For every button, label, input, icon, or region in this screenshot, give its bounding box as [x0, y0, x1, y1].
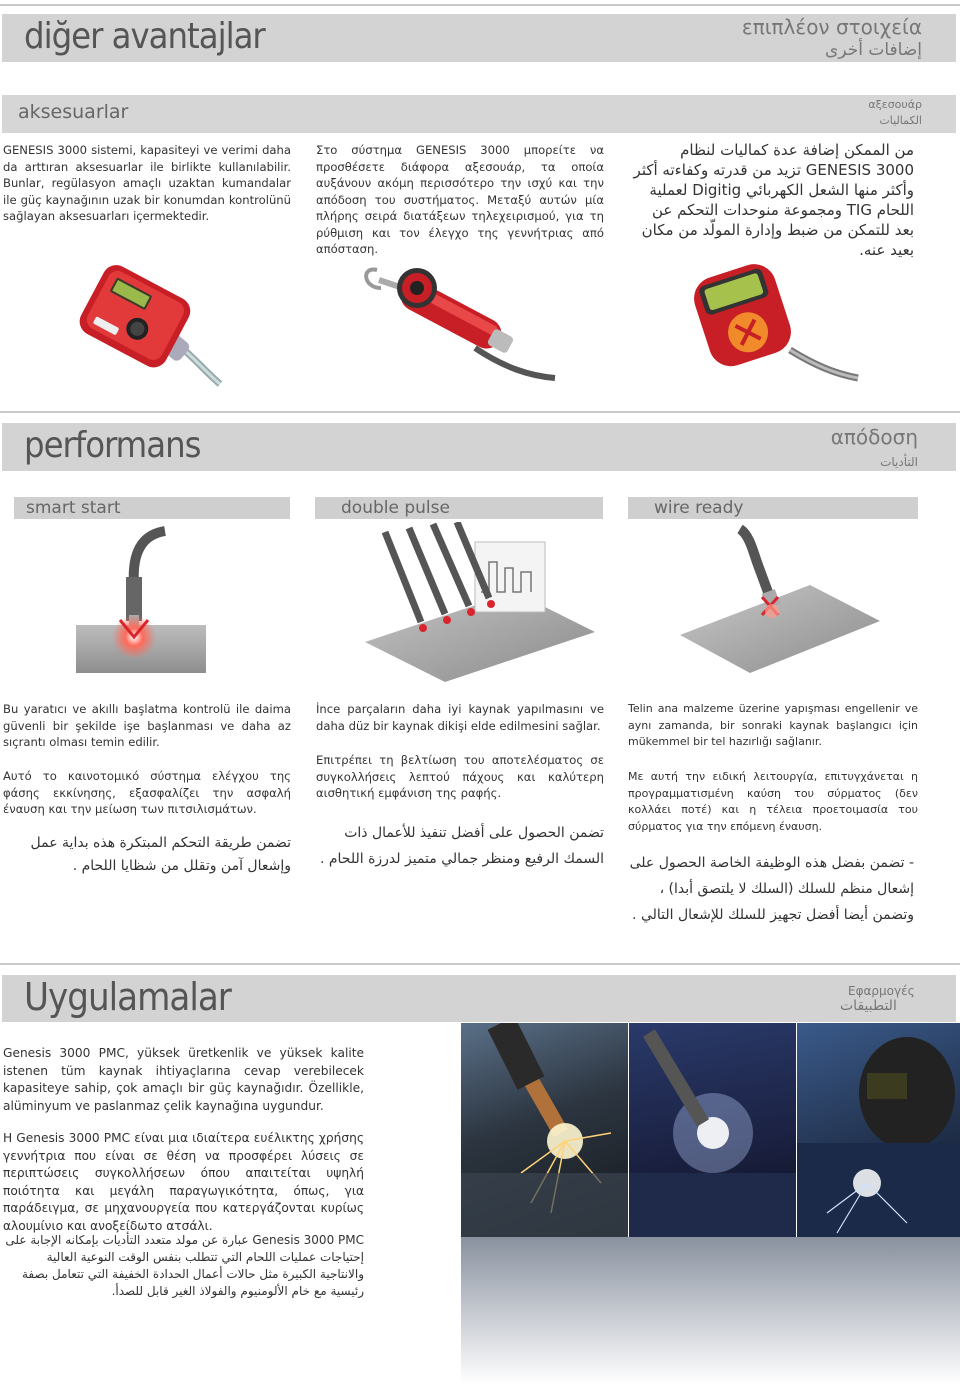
- accessories-text-tr: GENESIS 3000 sistemi, kapasiteyi ve verimi daha da arttıran aksesuarlar ile birlikte kullanılabilir. Bunlar, regülasyon amaçlı uzaktan kumandalar ile güç kaynağının uzak bir konumdan kontrolünü sağlayan aksesuarları içermektedir.: [3, 143, 291, 223]
- double-pulse-text-el: Επιτρέπει τη βελτίωση του αποτελέσματος σε συγκολλήσεις λεπτού πάχους και καλύτερη αισθητική εμφάνιση της ραφής.: [316, 753, 604, 800]
- welding-photo-1: [461, 1023, 628, 1237]
- smart-start-text-ar: تضمن طريقة التحكم المبتكرة هذه بداية عمل وإشعال آمن وتقلل من شظايا اللحام .: [30, 835, 291, 874]
- applications-arabic-title: التطبيقات: [840, 998, 897, 1014]
- pendant-remote-image: [686, 258, 866, 388]
- header-greek-title: επιπλέον στοιχεία: [741, 15, 922, 39]
- smart-start-text-tr: Bu yaratıcı ve akıllı başlatma kontrolü ile daima güvenli bir şekilde işe başlanması ve daha az sıçrantı olması temin edilir.: [3, 702, 291, 749]
- header-band: [2, 14, 956, 62]
- smart-start-illustration: [60, 525, 210, 675]
- feature-band-wire-ready: [628, 497, 918, 519]
- applications-text-ar: Genesis 3000 PMC عبارة عن مولد متعدد التأديات بإمكانه الإجابة على إحتياجات عمليات اللحام التي تتطلب بنفس الوقت النوعية العالية والانتاجية الكبيرة مثل حالات أعمال الحدادة الخفيفة التي تتعامل بصفة رئيسية مع خام الألومنيوم والفولاذ الغير قابل للصدأ.: [5, 1233, 364, 1298]
- tig-torch-image: [355, 258, 565, 388]
- performance-arabic-title: التأديات: [880, 455, 918, 469]
- top-rule: [0, 4, 960, 6]
- accessories-text-ar: من الممكن إضافة عدة كماليات لنظام GENESIS 3000 تزيد من قدرته وكفاءته أكثر وأكثر منها الشعل الكهربائي Digitig لعملية اللحام TIG ومجموعة منوحدات التحكم عن بعد للتمكن من ضبط وإدارة المولّد من مكان بعيد عنه.: [633, 141, 914, 259]
- applications-greek-title: Εφαρμογές: [848, 984, 915, 998]
- applications-band: [2, 975, 956, 1022]
- performance-title: performans: [24, 425, 201, 466]
- feature-label-double-pulse: double pulse: [341, 498, 450, 518]
- performance-rule: [0, 411, 960, 413]
- accessories-title: aksesuarlar: [18, 101, 129, 123]
- feature-band-smart-start: [14, 497, 290, 519]
- wire-ready-text-ar: - تضمن بفضل هذه الوظيفة الخاصة الحصول على إشعال منظم للسلك (السلك لا يلتصق أبدا) ، وتضمن أيضا أفضل تجهيز للسلك للإشعال التالي .: [629, 855, 914, 923]
- double-pulse-text-ar: تضمن الحصول على أفضل تنفيذ للأعمال ذات السمك الرفيع ومنظر جمالي متميز لدرزة اللحام .: [319, 825, 604, 867]
- welding-photo-3: [797, 1023, 960, 1237]
- welding-photo-2: [629, 1023, 796, 1237]
- header-arabic-title: إضافات أخرى: [825, 40, 922, 60]
- accessories-band: [2, 95, 956, 133]
- applications-text-tr: Genesis 3000 PMC, yüksek üretkenlik ve yüksek kalite istenen tüm kaynak ihtiyaçlarına cevap verebilecek kapasiteye sahip, çok amaçlı bir güç kaynağıdır. Özellikle, alüminyum ve paslanmaz çelik kaynağına uygundur.: [3, 1046, 364, 1113]
- remote-control-image: [70, 262, 230, 392]
- double-pulse-illustration: [365, 522, 595, 682]
- applications-title: Uygulamalar: [24, 975, 231, 1019]
- feature-label-wire-ready: wire ready: [654, 498, 744, 518]
- feature-band-double-pulse: [315, 497, 603, 519]
- wire-ready-text-tr: Telin ana malzeme üzerine yapışması engellenir ve aynı zamanda, bir sonraki kaynak başlangıcı için mükemmel bir tel hazırlığı sağlanır.: [628, 702, 918, 748]
- wire-ready-illustration: [680, 525, 880, 675]
- accessories-arabic-title: الكماليات: [879, 114, 922, 127]
- performance-greek-title: απόδοση: [830, 425, 918, 449]
- applications-rule: [0, 963, 960, 965]
- page-title: diğer avantajlar: [24, 16, 265, 57]
- feature-label-smart-start: smart start: [26, 498, 121, 518]
- wire-ready-text-el: Με αυτή την ειδική λειτουργία, επιτυγχάνεται η προγραμματισμένη καύση του σύρματος (δεν κολλάει ποτέ) και η τέλεια προετοιμασία του σύρματος για την επόμενη έναυση.: [628, 770, 918, 833]
- photo-reflection: [461, 1237, 960, 1384]
- applications-text-el: Η Genesis 3000 PMC είναι μια ιδιαίτερα ευέλικτης χρήσης γεννήτρια που είναι σε θέση να προσφέρει λύσεις σε περιπτώσεις συγκολλήσεων όπου απαιτείται υψηλή ποιότητα και μεγάλη παραγωγικότητα, όπως, για παράδειγμα, σε μηχανουργεία που κατεργάζονται κυρίως αλουμίνιο και ανοξείδωτο ατσάλι.: [3, 1131, 364, 1233]
- accessories-greek-title: αξεσουάρ: [868, 98, 922, 111]
- double-pulse-text-tr: İnce parçaların daha iyi kaynak yapılmasını ve daha düz bir kaynak dikişi elde edilmesini sağlar.: [316, 702, 604, 733]
- accessories-text-el: Στο σύστημα GENESIS 3000 μπορείτε να προσθέσετε διάφορα αξεσουάρ, τα οποία αυξάνουν ακόμη περισσότερο την ισχύ και την απόδοση του συστήματος. Μεταξύ αυτών μία πλήρης σειρά διατάξεων τηλεχειρισμού, για τη ρύθμιση και τον έλεγχο της γεννήτριας από απόσταση.: [316, 143, 604, 256]
- smart-start-text-el: Αυτό το καινοτομικό σύστημα ελέγχου της φάσης εκκίνησης, εξασφαλίζει την ασφαλή έναυση και την μείωση των πιτσιλισμάτων.: [3, 769, 291, 816]
- performance-band: [2, 423, 956, 471]
